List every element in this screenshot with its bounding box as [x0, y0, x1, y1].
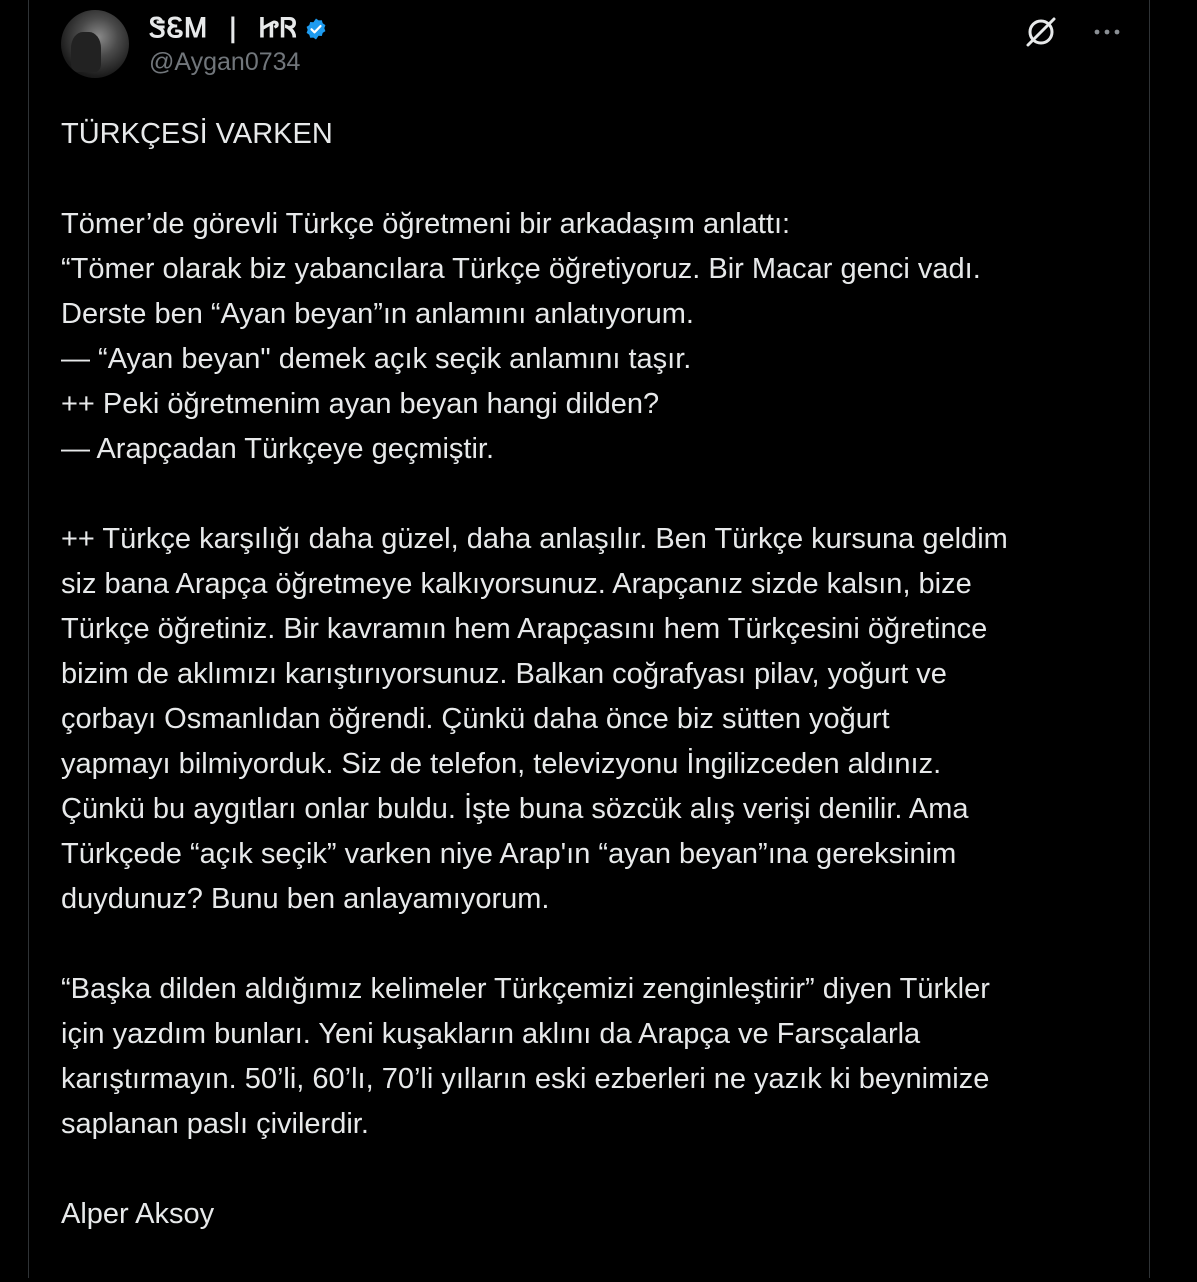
text-line: saplanan paslı çivilerdir. — [61, 1108, 369, 1140]
text-line: karıştırmayın. 50’li, 60’lı, 70’li yılların eski ezberleri ne yazık ki beynimize — [61, 1063, 990, 1095]
more-icon[interactable] — [1089, 14, 1125, 50]
name-row — [149, 12, 328, 46]
post-actions — [1023, 14, 1125, 50]
post-title — [61, 112, 1131, 157]
avatar[interactable] — [61, 10, 129, 78]
text-line: Türkçe öğretiniz. Bir kavramın hem Arapçasını hem Türkçesini öğretince — [61, 613, 988, 645]
paragraph-2 — [61, 517, 1131, 922]
text-line: — Arapçadan Türkçeye geçmiştir. — [61, 433, 495, 465]
text-line: Türkçede “açık seçik” varken niye Arap'ın “ayan beyan”ına gereksinim — [61, 838, 957, 870]
text-line: ++ Peki öğretmenim ayan beyan hangi dilden? — [61, 388, 660, 420]
text-line: duydunuz? Bunu ben anlayamıyorum. — [61, 883, 550, 915]
text-line: “Başka dilden aldığımız kelimeler Türkçemizi zenginleştirir” diyen Türkler — [61, 973, 990, 1005]
text-line: Tömer’de görevli Türkçe öğretmeni bir arkadaşım anlattı: — [61, 208, 791, 240]
handle[interactable]: @Aygan0734 — [149, 48, 301, 76]
title-line: TÜRKÇESİ VARKEN — [61, 118, 333, 150]
avatar-figure — [71, 32, 101, 72]
verified-badge-icon[interactable] — [304, 17, 328, 41]
post-column — [28, 0, 1150, 1278]
grok-icon[interactable] — [1023, 14, 1059, 50]
text-line: ++ Türkçe karşılığı daha güzel, daha anlaşılır. Ben Türkçe kursuna geldim — [61, 523, 1008, 555]
signature — [61, 1192, 1131, 1237]
text-line: Derste ben “Ayan beyan”ın anlamını anlatıyorum. — [61, 298, 694, 330]
post-text — [61, 112, 1131, 1282]
text-line: “Tömer olarak biz yabancılara Türkçe öğretiyoruz. Bir Macar genci vadı. — [61, 253, 981, 285]
paragraph-3 — [61, 967, 1131, 1147]
text-line: bizim de aklımızı karıştırıyorsunuz. Balkan coğrafyası pilav, yoğurt ve — [61, 658, 947, 690]
text-line: çorbayı Osmanlıdan öğrendi. Çünkü daha önce biz sütten yoğurt — [61, 703, 890, 735]
display-name[interactable]: ᏕᏋᎷ | ᏥᏒ — [149, 13, 299, 44]
text-line: siz bana Arapça öğretmeye kalkıyorsunuz. Arapçanız sizde kalsın, bize — [61, 568, 972, 600]
post-header — [61, 10, 1125, 90]
text-line: Çünkü bu aygıtları onlar buldu. İşte buna sözcük alış verişi denilir. Ama — [61, 793, 969, 825]
signature-line: Alper Aksoy — [61, 1198, 215, 1230]
paragraph-1 — [61, 202, 1131, 472]
author-identity — [149, 12, 328, 77]
text-line: — “Ayan beyan" demek açık seçik anlamını taşır. — [61, 343, 692, 375]
text-line: için yazdım bunları. Yeni kuşakların aklını da Arapça ve Farsçalarla — [61, 1018, 921, 1050]
text-line: yapmayı bilmiyorduk. Siz de telefon, televizyonu İngilizceden aldınız. — [61, 748, 942, 780]
